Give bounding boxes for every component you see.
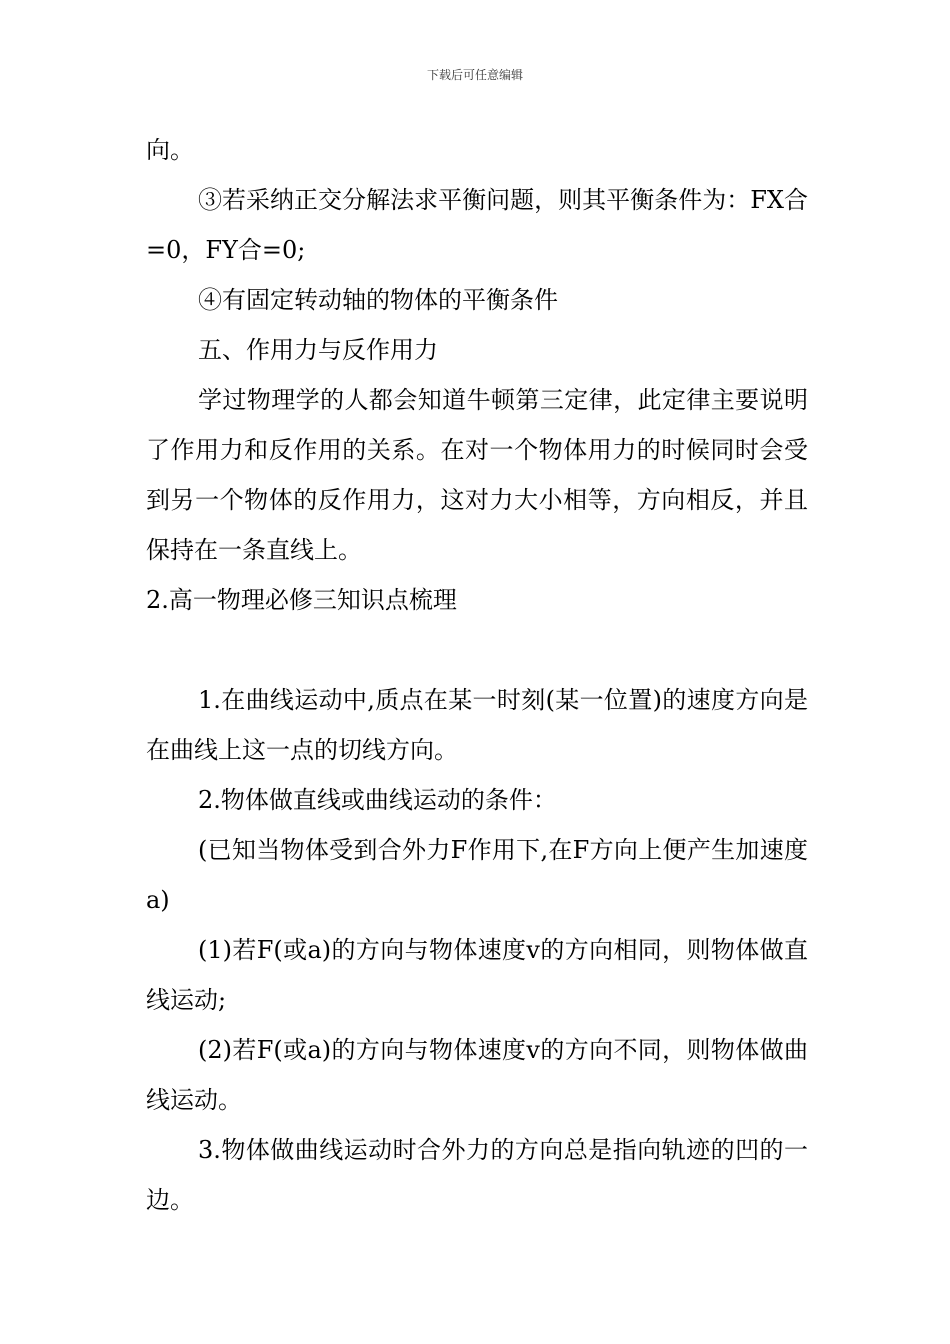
paragraph-newton-third-law: 学过物理学的人都会知道牛顿第三定律，此定律主要说明了作用力和反作用的关系。在对一个物体用力的时候同时会受到另一个物体的反作用力，这对力大小相等，方向相反，并且保持在一条直线上。 (146, 386, 808, 564)
section-heading-action-reaction: 五、作用力与反作用力 (198, 336, 438, 364)
paragraph-different-direction: (2)若F(或a)的方向与物体速度v的方向不同，则物体做曲线运动。 (146, 1036, 808, 1114)
page-header: 下载后可任意编辑 (426, 68, 523, 82)
paragraph-concave-side: 3.物体做曲线运动时合外力的方向总是指向轨迹的凹的一边。 (146, 1136, 808, 1214)
blank-line (146, 625, 808, 675)
paragraph-curve-velocity: 1.在曲线运动中,质点在某一时刻(某一位置)的速度方向是在曲线上这一点的切线方向。 (146, 686, 808, 764)
paragraph-equilibrium-condition: ③若采纳正交分解法求平衡问题，则其平衡条件为：FX合=0，FY合=0; (146, 186, 808, 264)
paragraph-motion-conditions: 2.物体做直线或曲线运动的条件： (198, 786, 557, 814)
section-heading-physics-3: 2.高一物理必修三知识点梳理 (146, 586, 457, 614)
paragraph-known-force: (已知当物体受到合外力F作用下,在F方向上便产生加速度a) (146, 836, 808, 914)
document-body (146, 125, 808, 1225)
paragraph-continuation: 向。 (146, 136, 194, 164)
paragraph-same-direction: (1)若F(或a)的方向与物体速度v的方向相同，则物体做直线运动; (146, 936, 808, 1014)
paragraph-rotation-axis: ④有固定转动轴的物体的平衡条件 (198, 286, 558, 314)
